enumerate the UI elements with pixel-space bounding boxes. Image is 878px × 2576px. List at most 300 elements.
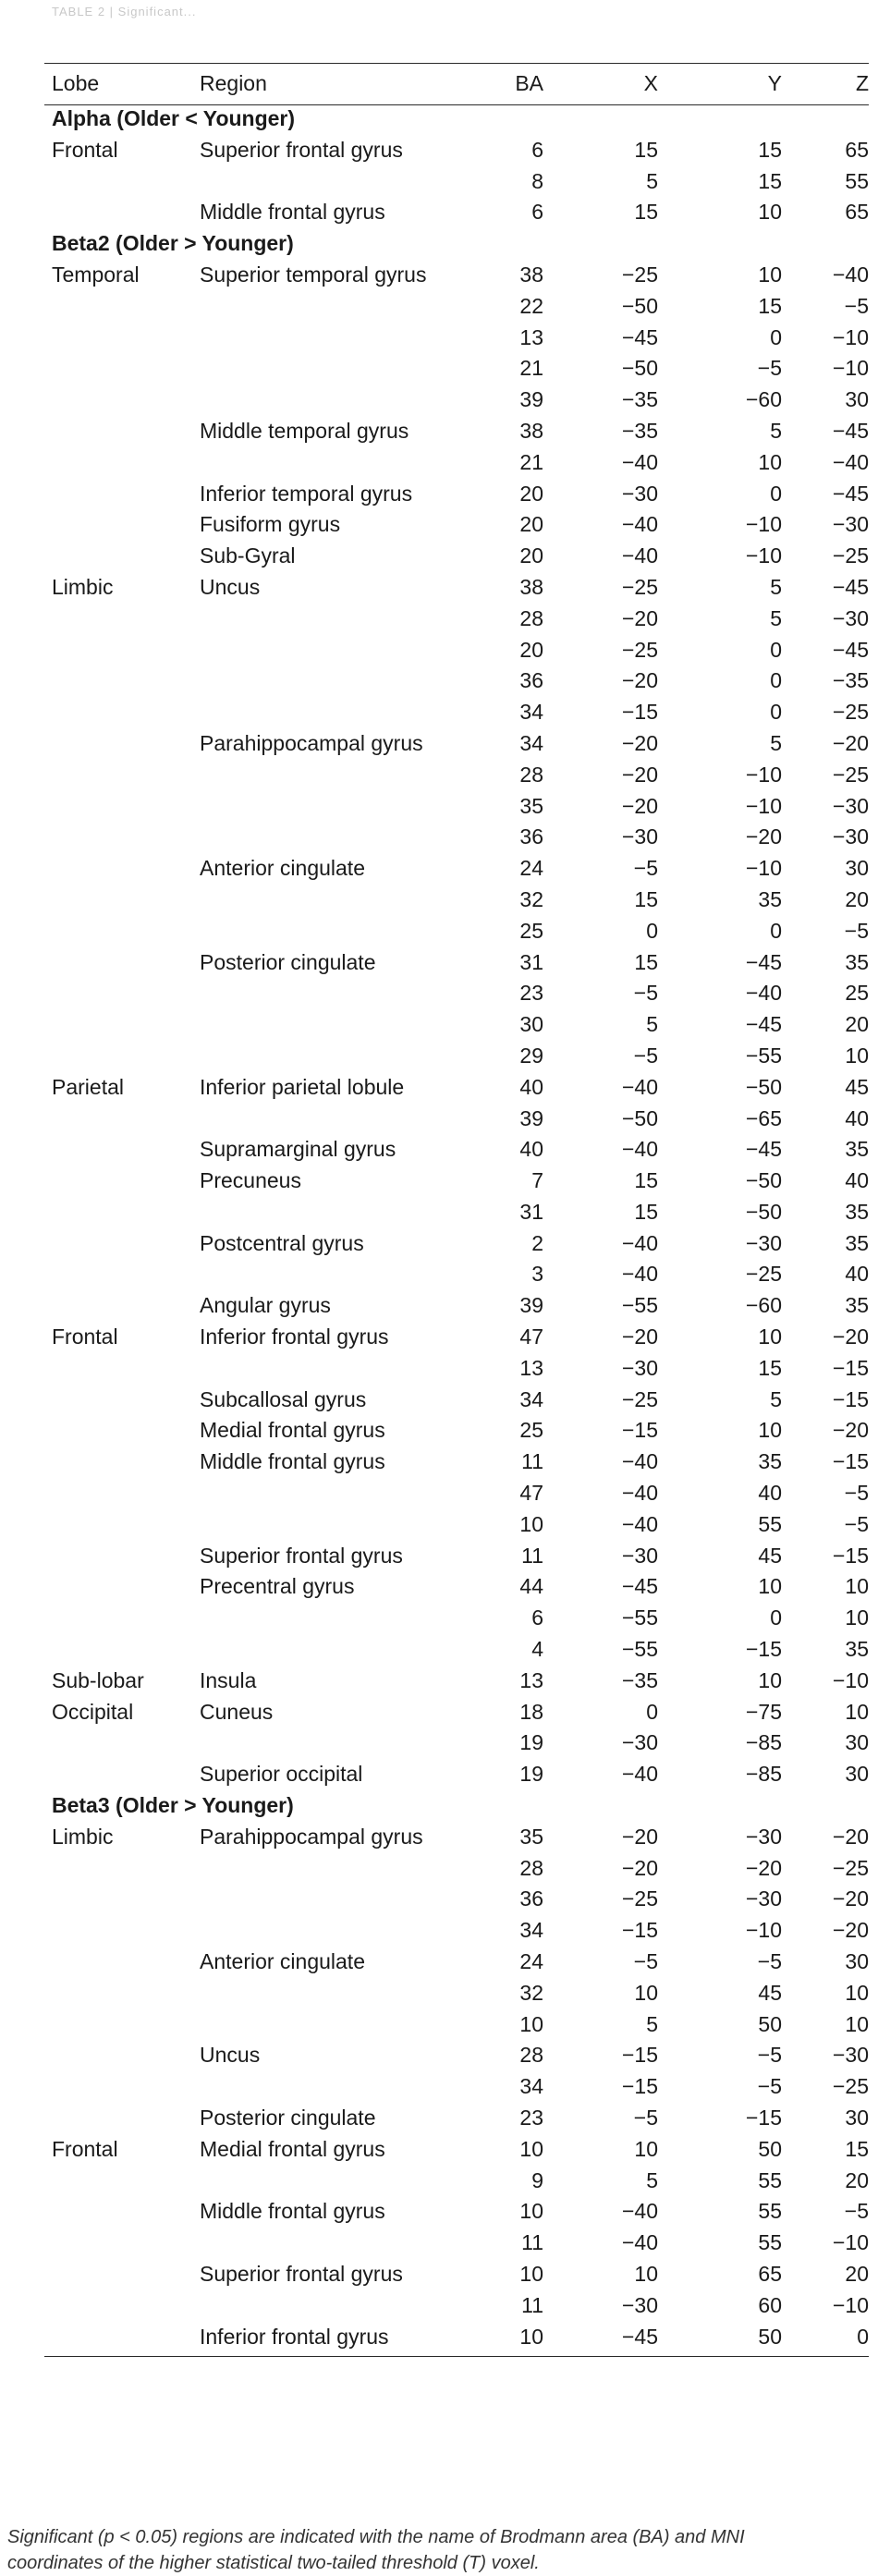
lobe-cell	[44, 1228, 200, 1260]
y-cell: −5	[757, 2043, 782, 2068]
z-cell: 40	[845, 1105, 869, 1130]
x-cell: −40	[621, 1762, 658, 1787]
region-cell: Uncus	[200, 2043, 261, 2068]
region-cell	[200, 760, 458, 791]
table-row	[44, 1166, 869, 1197]
z-cell: 10	[845, 1980, 869, 2005]
ba-cell: 10	[519, 2199, 543, 2224]
table-row	[44, 1509, 869, 1541]
table-row	[44, 728, 869, 760]
ba-cell: 11	[521, 2230, 543, 2255]
y-cell: −10	[745, 762, 782, 787]
lobe-cell	[44, 1853, 200, 1885]
table-row	[44, 1259, 869, 1290]
region-cell: Inferior temporal gyrus	[200, 481, 413, 506]
x-cell: −40	[621, 1230, 658, 1255]
region-cell: Inferior frontal gyrus	[200, 1325, 389, 1349]
table-row	[44, 1915, 869, 1947]
z-cell: −25	[832, 543, 869, 568]
table-row	[44, 572, 869, 604]
z-cell: −15	[832, 1386, 869, 1411]
table-row	[44, 291, 869, 323]
x-cell: −25	[621, 1886, 658, 1911]
ba-cell: 13	[519, 324, 543, 349]
x-cell: −15	[621, 2043, 658, 2068]
section-row	[44, 1790, 869, 1822]
z-cell: −20	[832, 730, 869, 755]
x-cell: −20	[621, 668, 658, 693]
z-cell: 35	[845, 1637, 869, 1662]
ba-cell: 38	[519, 574, 543, 599]
ba-cell: 47	[519, 1481, 543, 1506]
z-cell: −20	[832, 1418, 869, 1443]
y-cell: 45	[758, 1980, 782, 2005]
z-cell: 20	[845, 2261, 869, 2286]
table-page	[44, 0, 869, 2349]
x-cell: −20	[621, 605, 658, 630]
lobe-cell	[44, 1009, 200, 1041]
y-cell: 35	[758, 1449, 782, 1474]
ba-cell: 36	[519, 824, 543, 849]
region-cell	[200, 1041, 458, 1072]
region-cell	[200, 1634, 458, 1666]
y-cell: 60	[758, 2292, 782, 2317]
y-cell: 10	[758, 1418, 782, 1443]
ba-cell: 13	[519, 1355, 543, 1380]
x-cell: −15	[621, 1918, 658, 1943]
lobe-cell	[44, 509, 200, 541]
z-cell: −20	[832, 1918, 869, 1943]
y-cell: 15	[758, 168, 782, 193]
z-cell: −35	[832, 668, 869, 693]
lobe-cell	[44, 291, 200, 323]
lobe-cell	[44, 822, 200, 853]
z-cell: −20	[832, 1886, 869, 1911]
z-cell: 55	[845, 168, 869, 193]
z-cell: 20	[845, 1012, 869, 1037]
z-cell: 30	[845, 387, 869, 412]
table-row	[44, 1072, 869, 1104]
lobe-cell	[44, 1385, 200, 1416]
x-cell: −30	[621, 1543, 658, 1568]
table-row	[44, 1571, 869, 1603]
ba-cell: 8	[531, 168, 543, 193]
lobe-cell	[44, 728, 200, 760]
table-row	[44, 885, 869, 916]
region-cell	[200, 1915, 458, 1947]
lobe-cell	[44, 447, 200, 479]
y-cell: 55	[758, 2199, 782, 2224]
region-cell	[200, 2166, 458, 2197]
column-header-z: Z	[855, 70, 869, 95]
region-cell	[200, 791, 458, 823]
z-cell: −10	[832, 324, 869, 349]
lobe-cell	[44, 760, 200, 791]
ba-cell: 20	[519, 543, 543, 568]
region-cell	[200, 323, 458, 354]
y-cell: 55	[758, 2167, 782, 2192]
table-row	[44, 1415, 869, 1447]
x-cell: −40	[621, 1262, 658, 1287]
lobe-cell	[44, 885, 200, 916]
lobe-cell	[44, 166, 200, 198]
region-cell: Superior frontal gyrus	[200, 2261, 403, 2286]
y-cell: 55	[758, 2230, 782, 2255]
y-cell: 10	[758, 262, 782, 287]
ba-cell: 25	[519, 1418, 543, 1443]
ba-cell: 6	[531, 200, 543, 225]
lobe-cell	[44, 1541, 200, 1572]
table-row	[44, 1728, 869, 1759]
y-cell: 50	[758, 2324, 782, 2349]
y-cell: 0	[770, 918, 782, 943]
y-cell: −60	[745, 387, 782, 412]
z-cell: −45	[832, 574, 869, 599]
table-row	[44, 1385, 869, 1416]
x-cell: −40	[621, 543, 658, 568]
ba-cell: 11	[521, 2292, 543, 2317]
ba-cell: 44	[519, 1574, 543, 1599]
z-cell: −15	[832, 1543, 869, 1568]
z-cell: −25	[832, 762, 869, 787]
y-cell: 50	[758, 2136, 782, 2161]
x-cell: −40	[621, 2199, 658, 2224]
z-cell: −15	[832, 1449, 869, 1474]
table-row	[44, 479, 869, 510]
lobe-cell	[44, 1978, 200, 2009]
y-cell: −60	[745, 1293, 782, 1318]
table-row	[44, 1134, 869, 1166]
ba-cell: 47	[519, 1325, 543, 1349]
ba-cell: 34	[519, 730, 543, 755]
table-row	[44, 2040, 869, 2071]
region-cell: Parahippocampal gyrus	[200, 730, 423, 755]
region-cell	[200, 1259, 458, 1290]
y-cell: −15	[745, 1637, 782, 1662]
x-cell: −45	[621, 2324, 658, 2349]
region-cell	[200, 1728, 458, 1759]
x-cell: 10	[634, 2261, 658, 2286]
z-cell: −30	[832, 824, 869, 849]
lobe-cell: Frontal	[52, 137, 118, 162]
region-cell	[200, 665, 458, 697]
x-cell: −5	[633, 1043, 658, 1068]
table-row	[44, 1634, 869, 1666]
region-cell	[200, 385, 458, 416]
ba-cell: 10	[519, 2324, 543, 2349]
lobe-cell	[44, 1415, 200, 1447]
table-row	[44, 697, 869, 728]
region-cell	[200, 2071, 458, 2103]
lobe-cell: Frontal	[52, 2136, 118, 2161]
y-cell: −40	[745, 981, 782, 1006]
y-cell: −10	[745, 1918, 782, 1943]
y-cell: −5	[757, 1949, 782, 1974]
ba-cell: 30	[519, 1012, 543, 1037]
y-cell: −45	[745, 949, 782, 974]
lobe-cell	[44, 1728, 200, 1759]
lobe-cell	[44, 1259, 200, 1290]
region-cell	[200, 291, 458, 323]
lobe-cell	[44, 1104, 200, 1135]
lobe-cell	[44, 1509, 200, 1541]
region-cell: Fusiform gyrus	[200, 512, 341, 537]
x-cell: −30	[621, 1355, 658, 1380]
region-cell	[200, 1104, 458, 1135]
ba-cell: 18	[519, 1699, 543, 1724]
region-cell	[200, 635, 458, 666]
table-bottom-rule	[44, 2356, 869, 2357]
table-row	[44, 1447, 869, 1478]
x-cell: 0	[646, 918, 658, 943]
table-row	[44, 1290, 869, 1322]
ba-cell: 19	[519, 1762, 543, 1787]
y-cell: 10	[758, 1667, 782, 1692]
y-cell: −85	[745, 1762, 782, 1787]
y-cell: −50	[745, 1074, 782, 1099]
table-row	[44, 2166, 869, 2197]
z-cell: −10	[832, 2230, 869, 2255]
table-row	[44, 1322, 869, 1353]
region-cell	[200, 1478, 458, 1509]
table-row	[44, 2228, 869, 2259]
table-row	[44, 447, 869, 479]
region-cell	[200, 1978, 458, 2009]
z-cell: −20	[832, 1325, 869, 1349]
z-cell: −40	[832, 449, 869, 474]
x-cell: −30	[621, 1730, 658, 1755]
z-cell: 10	[845, 1043, 869, 1068]
y-cell: 5	[770, 574, 782, 599]
region-cell: Precentral gyrus	[200, 1574, 355, 1599]
lobe-cell: Frontal	[52, 1325, 118, 1349]
table-row	[44, 760, 869, 791]
table-row	[44, 1978, 869, 2009]
table-row	[44, 323, 869, 354]
ba-cell: 21	[519, 449, 543, 474]
ba-cell: 39	[519, 1105, 543, 1130]
table-row	[44, 665, 869, 697]
y-cell: 65	[758, 2261, 782, 2286]
table-row	[44, 853, 869, 885]
x-cell: −55	[621, 1637, 658, 1662]
lobe-cell	[44, 697, 200, 728]
x-cell: −30	[621, 824, 658, 849]
table-row	[44, 1353, 869, 1385]
table-row	[44, 1822, 869, 1853]
ba-cell: 13	[519, 1667, 543, 1692]
y-cell: 0	[770, 324, 782, 349]
y-cell: −10	[745, 793, 782, 818]
region-cell: Superior frontal gyrus	[200, 137, 403, 162]
y-cell: −45	[745, 1137, 782, 1162]
ba-cell: 24	[519, 1949, 543, 1974]
region-cell: Middle frontal gyrus	[200, 200, 385, 225]
region-cell	[200, 2228, 458, 2259]
z-cell: 30	[845, 1730, 869, 1755]
lobe-cell	[44, 978, 200, 1009]
ba-cell: 32	[519, 886, 543, 911]
x-cell: −25	[621, 637, 658, 662]
column-header-ba: BA	[515, 70, 543, 95]
region-cell	[200, 166, 458, 198]
x-cell: 0	[646, 1699, 658, 1724]
table-row	[44, 2196, 869, 2228]
z-cell: 15	[845, 2136, 869, 2161]
z-cell: 10	[845, 2011, 869, 2036]
table-row	[44, 916, 869, 947]
lobe-cell	[44, 791, 200, 823]
lobe-cell	[44, 1197, 200, 1228]
y-cell: 0	[770, 700, 782, 725]
table-row	[44, 2134, 869, 2166]
ba-cell: 10	[519, 2136, 543, 2161]
x-cell: 15	[634, 949, 658, 974]
x-cell: −50	[621, 356, 658, 381]
y-cell: −50	[745, 1168, 782, 1193]
lobe-cell	[44, 1353, 200, 1385]
table-row	[44, 166, 869, 198]
lobe-cell	[44, 2196, 200, 2228]
table-row	[44, 1853, 869, 1885]
lobe-cell	[44, 916, 200, 947]
lobe-cell	[44, 353, 200, 385]
lobe-cell	[44, 2071, 200, 2103]
ba-cell: 4	[531, 1637, 543, 1662]
z-cell: −30	[832, 2043, 869, 2068]
region-cell: Medial frontal gyrus	[200, 1418, 385, 1443]
region-cell: Middle frontal gyrus	[200, 1449, 385, 1474]
table-row	[44, 978, 869, 1009]
z-cell: −30	[832, 793, 869, 818]
x-cell: 15	[634, 886, 658, 911]
region-cell	[200, 885, 458, 916]
lobe-cell	[44, 1634, 200, 1666]
table-row	[44, 509, 869, 541]
ba-cell: 6	[531, 1605, 543, 1630]
z-cell: −30	[832, 512, 869, 537]
table-header-rule	[44, 104, 869, 105]
y-cell: −10	[745, 543, 782, 568]
z-cell: 10	[845, 1605, 869, 1630]
table-row	[44, 353, 869, 385]
z-cell: 35	[845, 1137, 869, 1162]
region-cell: Parahippocampal gyrus	[200, 1824, 423, 1849]
faded-caption: TABLE 2 | Significant...	[52, 6, 197, 18]
table-row	[44, 1884, 869, 1915]
lobe-cell	[44, 1571, 200, 1603]
x-cell: 10	[634, 2136, 658, 2161]
ba-cell: 36	[519, 668, 543, 693]
lobe-cell	[44, 1759, 200, 1790]
lobe-cell	[44, 1947, 200, 1978]
ba-cell: 40	[519, 1137, 543, 1162]
x-cell: −40	[621, 512, 658, 537]
ba-cell: 40	[519, 1074, 543, 1099]
ba-cell: 10	[519, 2011, 543, 2036]
x-cell: 15	[634, 1168, 658, 1193]
z-cell: 10	[845, 1699, 869, 1724]
region-cell	[200, 353, 458, 385]
column-header-x: X	[643, 70, 658, 95]
lobe-cell	[44, 2228, 200, 2259]
region-cell: Uncus	[200, 574, 261, 599]
x-cell: −35	[621, 418, 658, 443]
column-header-lobe: Lobe	[52, 70, 100, 95]
z-cell: −5	[844, 2199, 869, 2224]
table-row	[44, 1228, 869, 1260]
z-cell: 25	[845, 981, 869, 1006]
lobe-cell	[44, 1884, 200, 1915]
ba-cell: 34	[519, 2074, 543, 2099]
x-cell: 10	[634, 1980, 658, 2005]
y-cell: −65	[745, 1105, 782, 1130]
lobe-cell	[44, 541, 200, 572]
x-cell: −20	[621, 1855, 658, 1880]
table-row	[44, 1478, 869, 1509]
ba-cell: 19	[519, 1730, 543, 1755]
region-cell: Middle temporal gyrus	[200, 418, 409, 443]
ba-cell: 11	[521, 1449, 543, 1474]
y-cell: −20	[745, 1855, 782, 1880]
y-cell: 5	[770, 1386, 782, 1411]
region-cell: Anterior cingulate	[200, 856, 365, 881]
y-cell: −20	[745, 824, 782, 849]
results-table	[44, 63, 869, 2352]
region-cell	[200, 1853, 458, 1885]
x-cell: −40	[621, 1074, 658, 1099]
x-cell: −40	[621, 1511, 658, 1536]
x-cell: −40	[621, 2230, 658, 2255]
lobe-cell	[44, 2166, 200, 2197]
x-cell: −20	[621, 793, 658, 818]
x-cell: 5	[646, 2167, 658, 2192]
x-cell: −20	[621, 1325, 658, 1349]
lobe-cell	[44, 2259, 200, 2290]
table-row	[44, 791, 869, 823]
lobe-cell	[44, 479, 200, 510]
ba-cell: 28	[519, 1855, 543, 1880]
z-cell: 65	[845, 200, 869, 225]
ba-cell: 39	[519, 387, 543, 412]
lobe-cell	[44, 1290, 200, 1322]
y-cell: −55	[745, 1043, 782, 1068]
lobe-cell: Occipital	[52, 1699, 134, 1724]
z-cell: −10	[832, 1667, 869, 1692]
lobe-cell	[44, 197, 200, 228]
lobe-cell	[44, 1915, 200, 1947]
table-row	[44, 2259, 869, 2290]
table-row	[44, 1197, 869, 1228]
y-cell: 55	[758, 1511, 782, 1536]
region-cell: Angular gyrus	[200, 1293, 331, 1318]
y-cell: −5	[757, 356, 782, 381]
ba-cell: 22	[519, 293, 543, 318]
z-cell: −15	[832, 1355, 869, 1380]
y-cell: 15	[758, 137, 782, 162]
z-cell: −45	[832, 418, 869, 443]
region-cell: Inferior frontal gyrus	[200, 2324, 389, 2349]
ba-cell: 25	[519, 918, 543, 943]
x-cell: −5	[633, 1949, 658, 1974]
ba-cell: 28	[519, 2043, 543, 2068]
x-cell: −5	[633, 2106, 658, 2130]
lobe-cell	[44, 385, 200, 416]
table-row	[44, 197, 869, 228]
y-cell: −75	[745, 1699, 782, 1724]
table-row	[44, 2290, 869, 2322]
region-cell: Posterior cingulate	[200, 949, 376, 974]
